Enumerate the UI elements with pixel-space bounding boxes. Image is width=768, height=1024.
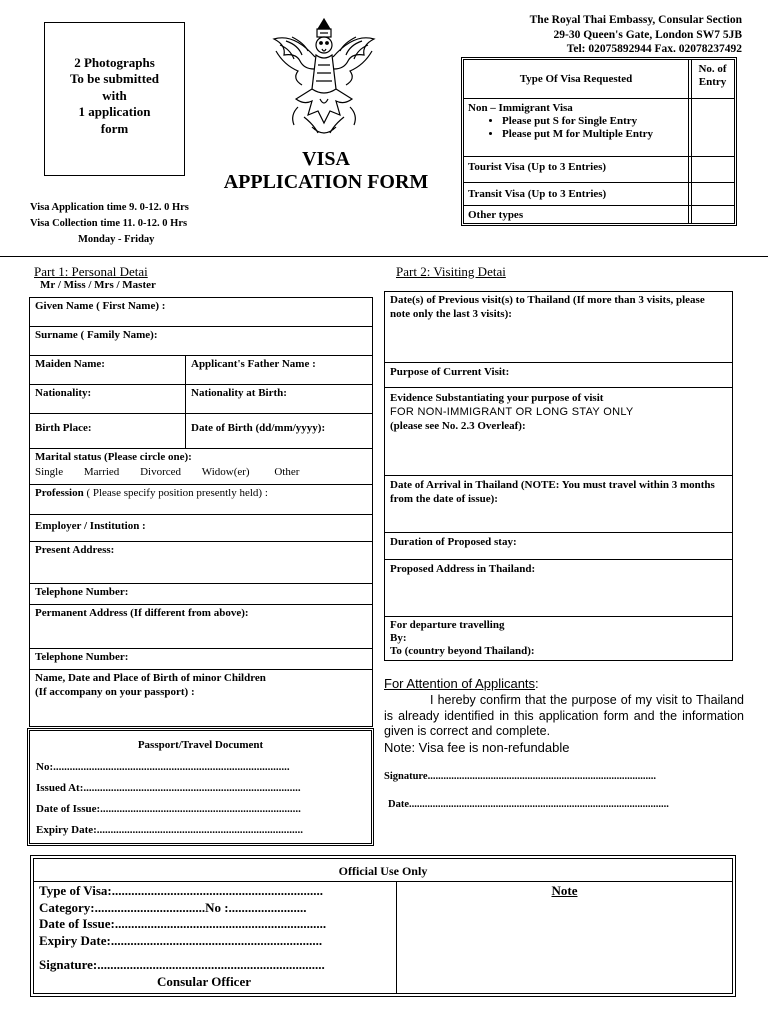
passport-date-issue-field[interactable]: Date of Issue:......................................................................... [36,803,301,815]
photo-box [44,22,185,176]
maiden-name-field[interactable]: Maiden Name: [29,355,186,385]
official-use-title: Official Use Only [338,864,428,878]
application-time: Visa Application time 9. 0-12. 0 Hrs [30,202,189,213]
non-immigrant-entry-field[interactable] [692,99,734,156]
multiple-entry-note: • Please put M for Multiple Entry [502,128,683,141]
consular-officer: Consular Officer [157,973,251,989]
official-category-row [39,900,393,917]
part1-heading: Part 1: Personal Detai [34,264,148,279]
non-immigrant-visa: Non – Immigrant Visa • Please put S for Single Entry • Please put M for Multiple Entry [464,100,688,142]
official-no[interactable]: No :........................ [205,899,307,915]
children-field[interactable]: Name, Date and Place of Birth of minor Children (If accompany on your passport) : [29,669,373,727]
other-entry-field[interactable] [692,206,734,223]
embassy-name: The Royal Thai Embassy, Consular Section [529,14,742,26]
applicant-signature-field[interactable]: Signature....................................................................................... [384,771,656,782]
official-fields [39,883,393,990]
permanent-address-field[interactable]: Permanent Address (If different from above): [29,604,373,649]
visa-fee-note: Note: Visa fee is non-refundable [384,740,570,755]
garuda-emblem [268,15,380,143]
transit-entry-field[interactable] [692,183,734,205]
passport-expiry-field[interactable]: Expiry Date:........................................................................... [36,824,304,836]
official-category[interactable]: Category:.................................. [39,899,206,915]
marital-status: Marital status (Please circle one): Single Married Divorced Widow(er) Other [29,448,373,485]
present-address-field[interactable]: Present Address: [29,541,373,584]
purpose-field[interactable]: Purpose of Current Visit: [384,362,733,388]
marital-option-single[interactable]: Single [35,465,64,478]
marital-option-widower[interactable]: Widow(er) [201,465,250,478]
photo-instructions: 2 Photographs To be submitted with 1 application form [69,54,160,136]
passport-box [27,728,374,846]
father-name-field[interactable]: Applicant's Father Name : [185,355,373,385]
attention-text: I hereby confirm that the purpose of my visit to Thailand is already identified in this application form and the information given is correct and complete. [384,693,744,738]
official-signature[interactable]: Signature:...................................................................... [39,957,325,972]
official-type-of-visa[interactable]: Type of Visa:................................................................. [39,883,323,898]
application-times [30,200,189,248]
dob-field[interactable]: Date of Birth (dd/mm/yyyy): [185,413,373,449]
visa-type-header: Type Of Visa Requested [519,73,633,85]
form-title [190,148,462,194]
official-expiry[interactable]: Expiry Date:................................................................. [39,932,323,948]
duration-field[interactable]: Duration of Proposed stay: [384,532,733,560]
title-application-form: APPLICATION FORM [223,171,429,193]
transit-visa: Transit Visa (Up to 3 Entries) [468,188,607,200]
given-name-field[interactable]: Given Name ( First Name) : [29,297,373,327]
passport-issued-at-field[interactable]: Issued At:............................................................................... [36,782,301,794]
official-date-issue[interactable]: Date of Issue:................................................................. [39,916,327,931]
marital-option-other[interactable]: Other [274,465,300,478]
single-entry-note: • Please put S for Single Entry [502,115,683,128]
collection-time: Visa Collection time 11. 0-12. 0 Hrs [30,218,188,229]
surname-field[interactable]: Surname ( Family Name): [29,326,373,356]
header-divider [0,256,768,257]
birth-place-field[interactable]: Birth Place: [29,413,186,449]
embassy-address [530,13,742,57]
nationality-field[interactable]: Nationality: [29,384,186,414]
tourist-visa: Tourist Visa (Up to 3 Entries) [468,161,607,173]
entry-count-header: No. of Entry [698,63,727,89]
attention-heading: For Attention of Applicants: [384,676,539,691]
passport-no-field[interactable]: No:...................................................................................... [36,761,290,773]
telephone1-field[interactable]: Telephone Number: [29,583,373,605]
official-use-box [30,855,736,997]
part2-heading: Part 2: Visiting Detai [396,264,506,279]
passport-title: Passport/Travel Document [137,739,264,751]
visa-type-table [461,57,737,226]
official-note[interactable]: Note [551,883,578,898]
applicant-date-field[interactable]: Date................................................................................................... [388,799,669,810]
office-days: Monday - Friday [78,234,155,245]
departure-field[interactable]: For departure travelling By: To (country beyond Thailand): [384,616,733,661]
profession-field[interactable]: Profession ( Please specify position presently held) : [29,484,373,515]
embassy-street: 29-30 Queen's Gate, London SW7 5JB [553,28,742,41]
marital-option-divorced[interactable]: Divorced [140,465,181,478]
employer-field[interactable]: Employer / Institution : [29,514,373,542]
marital-option-married[interactable]: Married [83,465,120,478]
tourist-entry-field[interactable] [692,157,734,182]
telephone2-field[interactable]: Telephone Number: [29,648,373,670]
embassy-contact: Tel: 02075892944 Fax. 02078237492 [566,43,742,55]
other-visa-types: Other types [468,209,524,221]
proposed-address-field[interactable]: Proposed Address in Thailand: [384,559,733,617]
title-options: Mr / Miss / Mrs / Master [40,279,156,291]
evidence-field[interactable]: Evidence Substantiating your purpose of visit FOR NON-IMMIGRANT OR LONG STAY ONLY (please see No. 2.3 Overleaf): [384,387,733,476]
previous-visits-field[interactable]: Date(s) of Previous visit(s) to Thailand (If more than 3 visits, please note only the last 3 visits): [384,291,733,363]
nationality-birth-field[interactable]: Nationality at Birth: [185,384,373,414]
arrival-date-field[interactable]: Date of Arrival in Thailand (NOTE: You must travel within 3 months from the date of issue): [384,475,733,533]
title-visa: VISA [302,148,350,170]
